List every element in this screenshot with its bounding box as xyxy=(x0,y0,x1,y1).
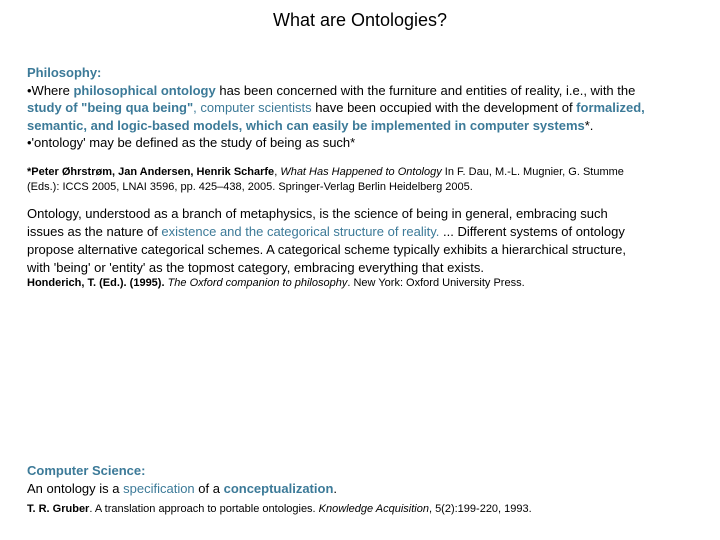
philosophy-line-4: •'ontology' may be defined as the study of being as such* xyxy=(27,135,356,150)
computer-science-heading: Computer Science: xyxy=(27,463,146,478)
definition-line-3: propose alternative categorical schemes. A categorical scheme typically exhibits a hierarchical structure, xyxy=(27,242,627,257)
text-run: . A translation approach to portable ontologies. xyxy=(89,503,319,515)
text-run: •Where xyxy=(27,82,74,98)
highlight-conceptualization: conceptualization xyxy=(223,481,334,496)
text-run: has been concerned with the furniture and entities of reality, i.e., with the xyxy=(215,82,636,98)
citation-author: T. R. Gruber xyxy=(27,503,90,515)
text-run: have been occupied with the development of xyxy=(311,100,577,115)
philosophy-section xyxy=(27,64,697,152)
highlight-specification: specification xyxy=(123,481,195,496)
definition-paragraph xyxy=(27,205,697,277)
text-run: issues as the nature of xyxy=(27,224,162,239)
philosophy-line-2 xyxy=(27,99,697,117)
text-run: *. xyxy=(584,117,594,133)
definition-line-2 xyxy=(27,223,697,241)
text-run: An ontology is a xyxy=(27,481,124,496)
citation-authors: *Peter Øhrstrøm, Jan Andersen, Henrik Scharfe xyxy=(27,166,275,178)
citation-gruber-line xyxy=(27,502,697,517)
philosophy-line-3 xyxy=(27,117,697,135)
text-run: , 5(2):199-220, 1993. xyxy=(428,503,532,515)
definition-line-4: with 'being' or 'entity' as the topmost category, embracing everything that exists. xyxy=(27,260,484,275)
computer-science-definition xyxy=(27,480,697,498)
citation-ohrstrom-line-1 xyxy=(27,165,697,180)
text-run: . New York: Oxford University Press. xyxy=(347,277,525,289)
citation-gruber xyxy=(27,502,697,517)
citation-journal: Knowledge Acquisition xyxy=(318,503,429,515)
computer-science-section xyxy=(27,462,697,498)
text-run: of a xyxy=(194,481,224,496)
definition-line-1: Ontology, understood as a branch of metaphysics, is the science of being in general, embracing such xyxy=(27,206,608,221)
highlight-semantic-models: semantic, and logic-based models, which can easily be implemented in computer systems xyxy=(27,117,585,133)
citation-honderich-line xyxy=(27,276,697,291)
highlight-formalized: formalized, xyxy=(576,100,645,115)
philosophy-line-1 xyxy=(27,82,697,100)
highlight-study-of-being: study of "being qua being" xyxy=(27,100,194,115)
highlight-computer-scientists: , computer scientists xyxy=(193,100,312,115)
text-run: In F. Dau, M.-L. Mugnier, G. Stumme xyxy=(441,166,624,178)
text-run: , xyxy=(274,166,281,178)
citation-honderich xyxy=(27,276,697,291)
text-run: ... Different systems of ontology xyxy=(439,224,625,239)
citation-title: What Has Happened to Ontology xyxy=(280,166,442,178)
highlight-existence: existence and the categorical structure of reality. xyxy=(161,224,440,239)
philosophy-heading: Philosophy: xyxy=(27,65,102,80)
page-title: What are Ontologies? xyxy=(272,10,448,30)
citation-author: Honderich, T. (Ed.). (1995). xyxy=(27,277,168,289)
citation-ohrstrom xyxy=(27,165,697,195)
citation-title: The Oxford companion to philosophy xyxy=(167,277,348,289)
highlight-philosophical-ontology: philosophical ontology xyxy=(73,82,216,98)
citation-ohrstrom-line-2: (Eds.): ICCS 2005, LNAI 3596, pp. 425–438, 2005. Springer-Verlag Berlin Heidelberg 2005. xyxy=(27,181,473,193)
text-run: . xyxy=(333,481,338,496)
